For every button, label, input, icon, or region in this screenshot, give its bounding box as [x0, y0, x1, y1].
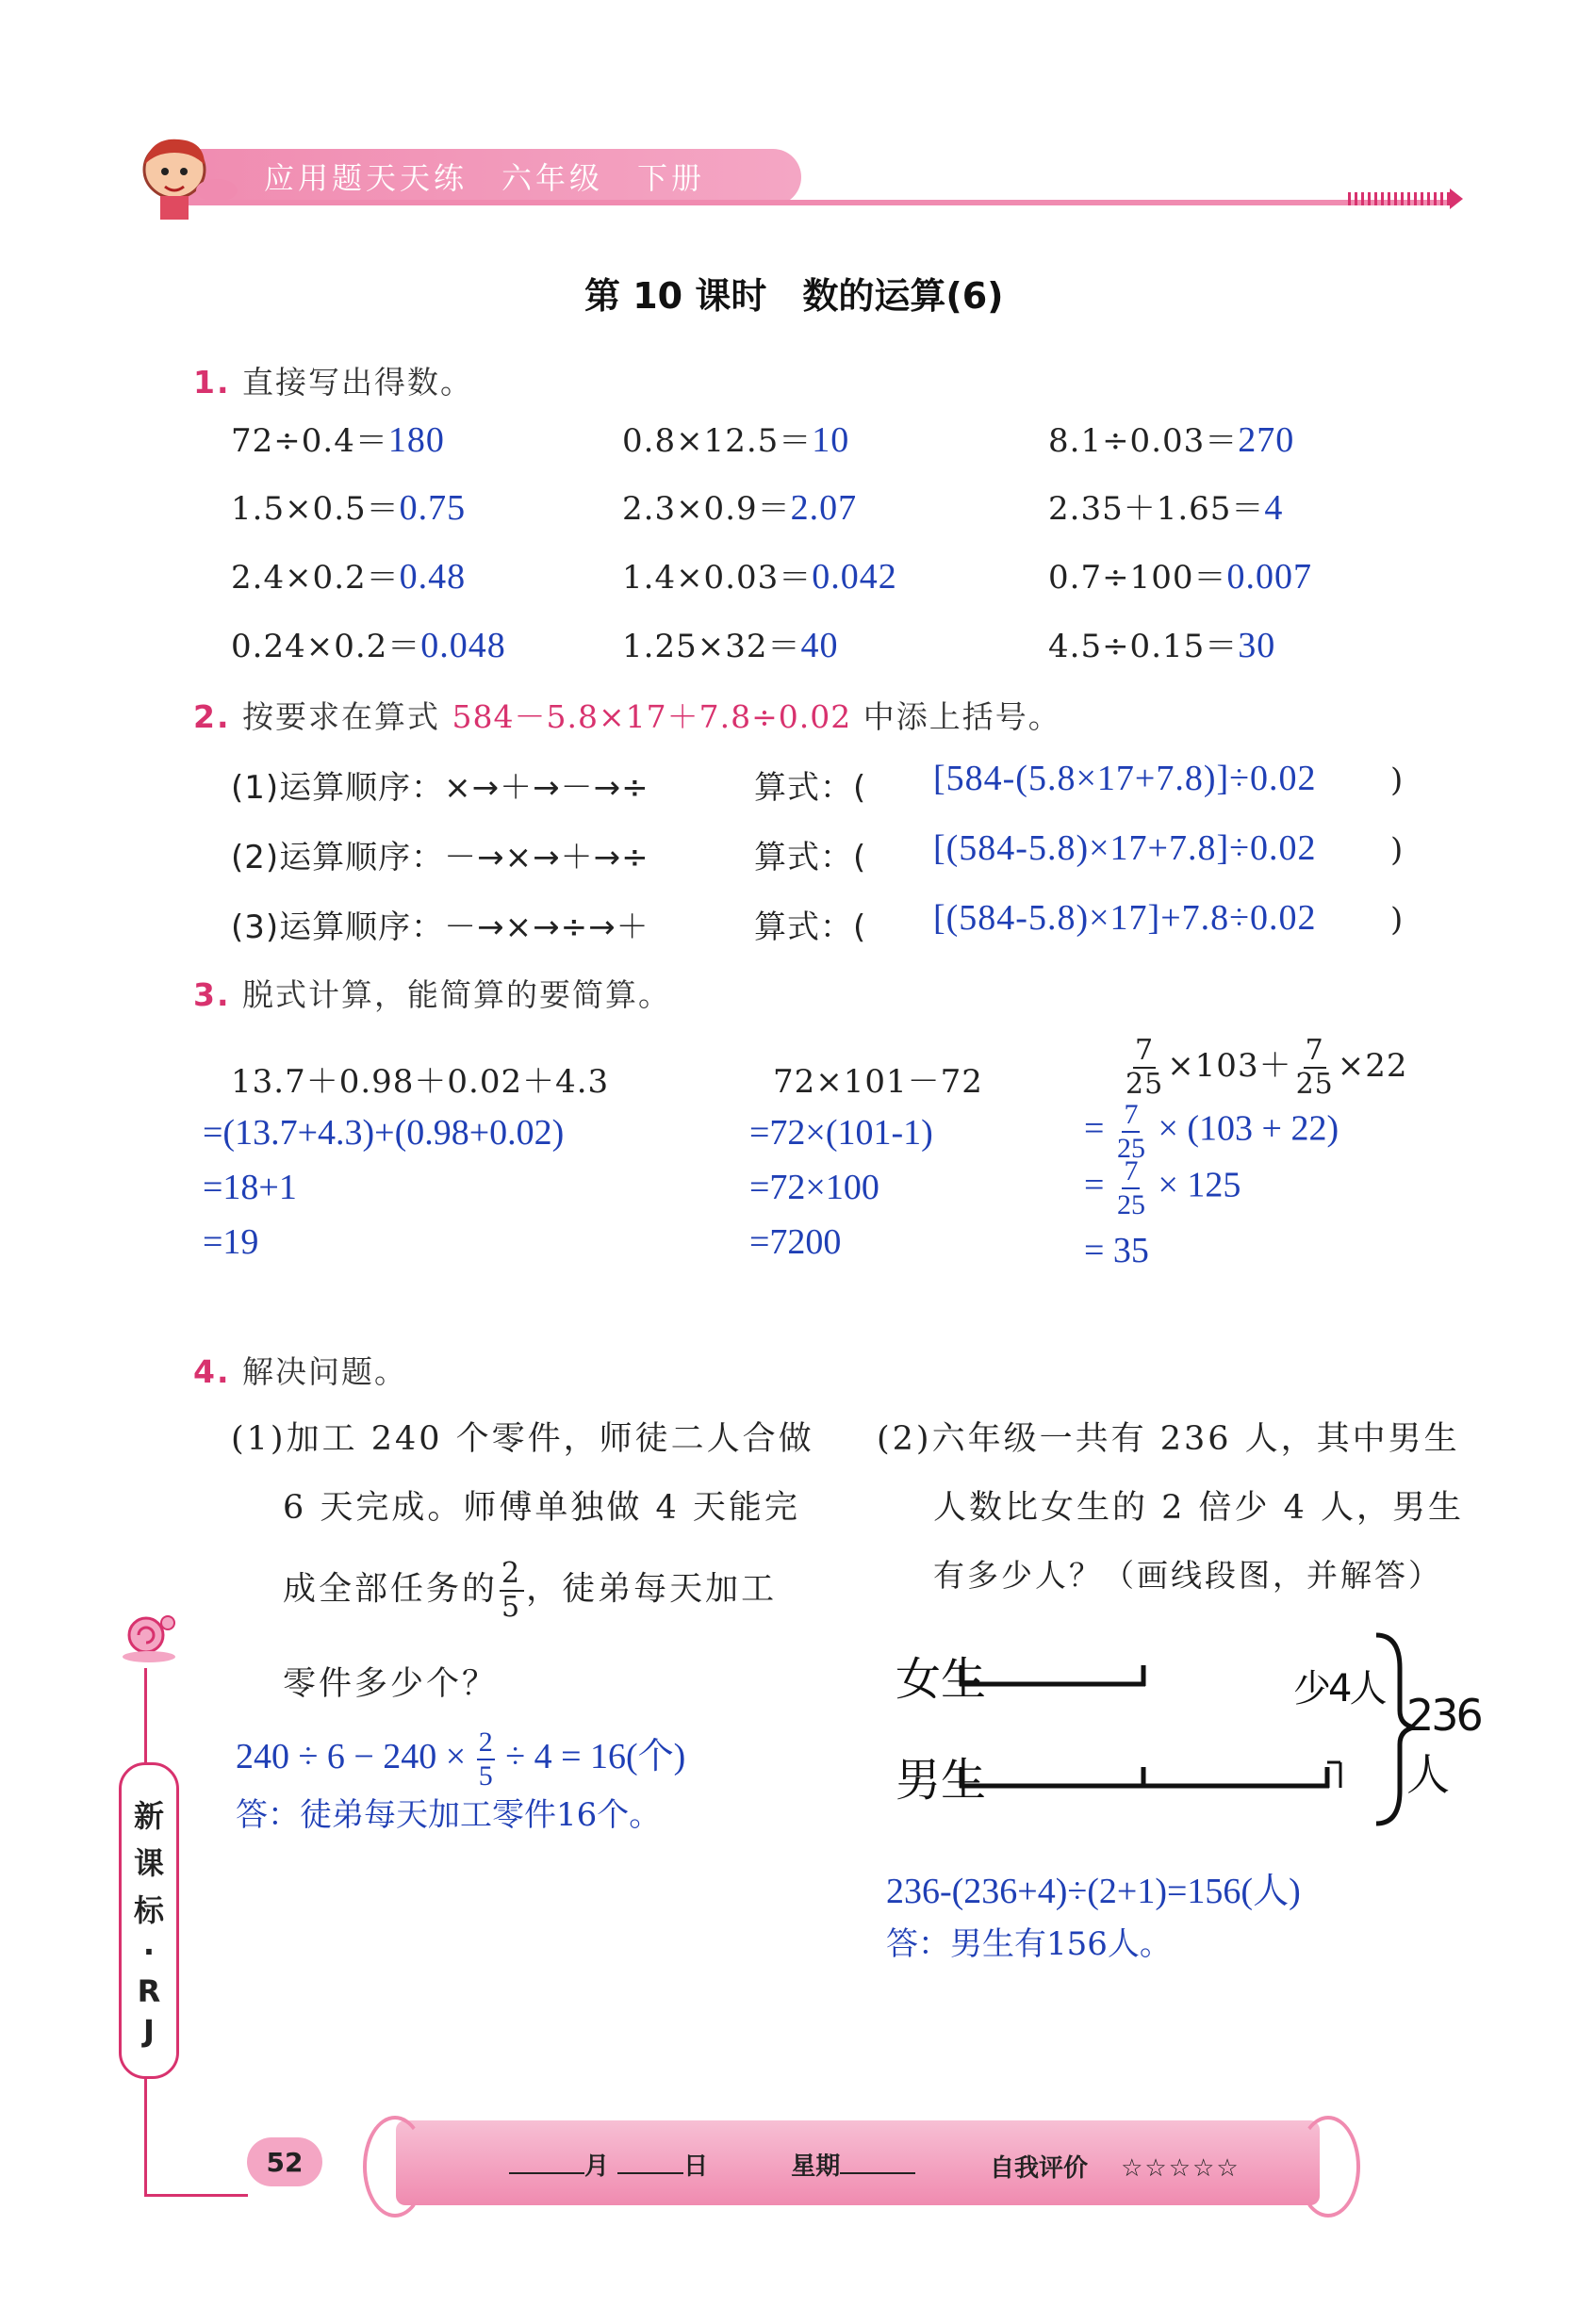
fraction: $\frac{2}{5}$ [501, 1557, 523, 1624]
q2-close-paren: ) [1390, 831, 1405, 869]
q2-row [231, 828, 1419, 877]
q2-order: (3)运算顺序：－→×→÷→＋ [231, 908, 649, 946]
q4-p2-line: 有多少人？（画线段图，并解答） [933, 1557, 1442, 1594]
weekday-label: 星期 [791, 2152, 841, 2181]
star-rating[interactable]: ☆☆☆☆☆ [1121, 2154, 1241, 2183]
side-tab-char: · [142, 1934, 156, 1970]
q2-order: (2)运算顺序：－→×→＋→÷ [231, 839, 649, 876]
q1-item: 1.5×0.5＝0.75 [231, 488, 467, 528]
q3-heading [193, 971, 671, 1015]
weekday-blank[interactable] [840, 2172, 915, 2174]
q3-col1-expr: 13.7＋0.98＋0.02＋4.3 [231, 1063, 610, 1101]
q2-heading-expr: 584－5.8×17＋7.8÷0.02 [452, 698, 852, 735]
q3-col2-step: =72×100 [749, 1168, 879, 1207]
q2-number: 2. [193, 698, 231, 735]
q1-item: 2.4×0.2＝0.48 [231, 557, 467, 597]
q1-number: 1. [193, 364, 231, 401]
q3-col1-step: =18+1 [203, 1168, 297, 1207]
snail-icon [113, 1602, 189, 1668]
q3-col3-step: = $\frac{7}{25}$ × 125 [1084, 1155, 1241, 1220]
q2-heading [193, 693, 1061, 737]
q3-col2-expr: 72×101－72 [773, 1063, 983, 1101]
q1-item: 2.3×0.9＝2.07 [622, 488, 858, 528]
footer-date-row [509, 2147, 915, 2182]
q2-heading-pre: 按要求在算式 [242, 698, 440, 735]
q1-heading [193, 358, 473, 402]
q1-item: 2.35＋1.65＝4 [1048, 488, 1284, 528]
q1-item: 0.7÷100＝0.007 [1048, 557, 1312, 597]
q4-heading-text: 解决问题。 [242, 1353, 407, 1390]
q2-label: 算式：( [754, 769, 867, 807]
q4-number: 4. [193, 1353, 231, 1390]
q1-item: 72÷0.4＝180 [231, 420, 445, 460]
q4-heading [193, 1348, 407, 1392]
self-eval-label: 自我评价 [990, 2154, 1089, 2183]
q3-col2-step: =72×(101-1) [749, 1113, 933, 1153]
header-banner-text: 应用题天天练 六年级 下册 [264, 160, 706, 196]
side-tab-char: 新 [133, 1798, 164, 1834]
less-label: 少4人 [1293, 1667, 1385, 1710]
q2-answer: [584-(5.8×17+7.8)]÷0.02 [933, 759, 1317, 798]
side-tab-char: J [143, 2013, 155, 2049]
fraction: $\frac{7}{25}$ [1116, 1155, 1145, 1220]
q2-close-paren: ) [1390, 761, 1405, 799]
q4-p1-line: 零件多少个？ [283, 1665, 499, 1703]
q4-p2-line: (2)六年级一共有 236 人，其中男生 [877, 1420, 1460, 1458]
q1-item: 4.5÷0.15＝30 [1048, 626, 1276, 665]
fraction: $\frac{2}{5}$ [478, 1727, 493, 1792]
footer-swirl-left [363, 2116, 427, 2218]
q3-col3-step: = $\frac{7}{25}$ × (103 + 22) [1084, 1099, 1339, 1164]
q2-answer: [(584-5.8)×17+7.8]÷0.02 [933, 828, 1317, 868]
male-label: 男生 [896, 1754, 987, 1807]
side-line-bottom [144, 2194, 248, 2197]
q4-p1-line: (1)加工 240 个零件，师徒二人合做 [231, 1420, 814, 1458]
q4-p1-answer: 240 ÷ 6 − 240 × $\frac{2}{5}$ ÷ 4 = 16(个) [236, 1727, 686, 1792]
q2-label: 算式：( [754, 839, 867, 876]
q4-p1-answer-text: 答：徒弟每天加工零件16个。 [236, 1796, 662, 1834]
q1-item: 1.4×0.03＝0.042 [622, 557, 897, 597]
mascot-icon [127, 132, 240, 226]
q2-close-paren: ) [1390, 901, 1405, 939]
self-eval [990, 2149, 1241, 2184]
fraction: $\frac{7}{25}$ [1295, 1034, 1334, 1101]
day-label: 日 [683, 2152, 709, 2181]
month-label: 月 [584, 2152, 610, 2181]
q1-item: 8.1÷0.03＝270 [1048, 420, 1295, 460]
page-number-badge [247, 2137, 322, 2186]
fraction: $\frac{7}{25}$ [1126, 1034, 1164, 1101]
female-label: 女生 [896, 1653, 987, 1706]
q3-heading-text: 脱式计算，能简算的要简算。 [242, 976, 671, 1013]
q1-item: 1.25×32＝40 [622, 626, 839, 665]
q1-item: 0.8×12.5＝10 [622, 420, 850, 460]
fraction: $\frac{7}{25}$ [1116, 1099, 1145, 1164]
side-tab [119, 1762, 179, 2079]
header-line [160, 200, 1452, 205]
lesson-title: 第 10 课时 数的运算(6) [584, 275, 1004, 317]
q3-col3-expr: $\frac{7}{25}$ ×103＋ $\frac{7}{25}$ ×22 [1126, 1034, 1408, 1101]
side-tab-char: 标 [133, 1892, 164, 1928]
q4-p2-line: 人数比女生的 2 倍少 4 人，男生 [933, 1489, 1465, 1527]
q2-row [231, 761, 1419, 808]
side-tab-char: R [137, 1973, 161, 2009]
q2-answer: [(584-5.8)×17]+7.8÷0.02 [933, 898, 1317, 938]
q4-p2-answer-text: 答：男生有156人。 [886, 1925, 1172, 1963]
footer-swirl-right [1296, 2116, 1360, 2218]
header-arrow-ticks [1348, 192, 1452, 205]
day-blank[interactable] [617, 2172, 683, 2174]
header-arrow-icon [1450, 188, 1463, 209]
q3-col1-step: =19 [203, 1222, 259, 1262]
q3-col3-step: = 35 [1084, 1231, 1149, 1270]
q3-col1-step: =(13.7+4.3)+(0.98+0.02) [203, 1113, 565, 1153]
month-blank[interactable] [509, 2172, 584, 2174]
q2-row [231, 898, 1419, 947]
q3-col2-step: =7200 [749, 1222, 842, 1262]
q2-order: (1)运算顺序：×→＋→－→÷ [231, 769, 649, 807]
q2-heading-post: 中添上括号。 [863, 698, 1061, 735]
total-label: 236人 [1406, 1690, 1481, 1800]
page-number: 52 [266, 2146, 304, 2178]
q1-heading-text: 直接写出得数。 [242, 364, 473, 401]
segment-diagram [886, 1616, 1489, 1842]
q1-item: 0.24×0.2＝0.048 [231, 626, 506, 665]
segment-lines [886, 1616, 1489, 1842]
side-tab-char: 课 [133, 1845, 164, 1881]
q4-p1-line: 成全部任务的 $\frac{2}{5}$ ，徒弟每天加工 [283, 1557, 778, 1624]
q3-number: 3. [193, 976, 231, 1013]
q4-p1-line: 6 天完成。师傅单独做 4 天能完 [283, 1489, 800, 1527]
q4-p2-answer: 236-(236+4)÷(2+1)=156(人) [886, 1872, 1301, 1911]
q2-label: 算式：( [754, 908, 867, 946]
